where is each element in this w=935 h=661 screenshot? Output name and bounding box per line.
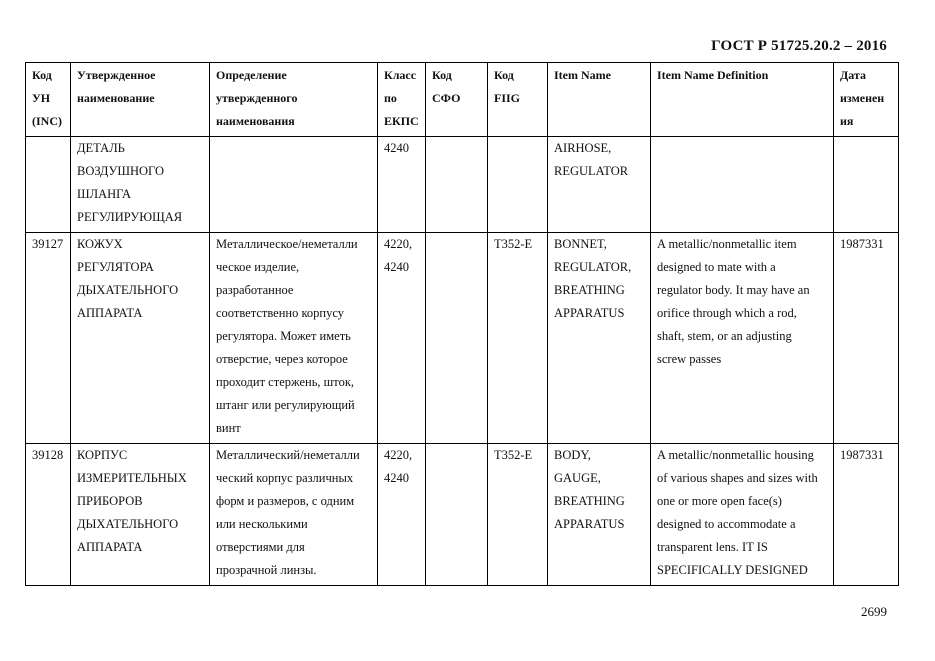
cell-fiig: T352-E xyxy=(488,233,548,444)
col-header-item-name: Item Name xyxy=(548,63,651,137)
cell-class: 4240 xyxy=(378,137,426,233)
document-standard-header: ГОСТ Р 51725.20.2 – 2016 xyxy=(711,38,887,54)
col-header-item-definition: Item Name Definition xyxy=(651,63,834,137)
cell-item-definition: A metallic/nonmetallic housing of various shapes and sizes with one or more open face(s) designed to accommodate a transparent lens. IT IS SPECIFICALLY DESIGNED xyxy=(651,444,834,586)
cell-definition xyxy=(210,137,378,233)
cell-item-definition: A metallic/nonmetallic item designed to mate with a regulator body. It may have an orifice through which a rod, shaft, stem, or an adjusting screw passes xyxy=(651,233,834,444)
cell-inc: 39128 xyxy=(26,444,71,586)
cell-definition: Металлическое/неметалли ческое изделие, разработанное соответственно корпусу регулятора. Может иметь отверстие, через которое проходит стержень, шток, штанг или регулирующий винт xyxy=(210,233,378,444)
table-row xyxy=(26,137,899,233)
cell-sfo xyxy=(426,233,488,444)
cell-fiig xyxy=(488,137,548,233)
cell-item-name: AIRHOSE, REGULATOR xyxy=(548,137,651,233)
cell-approved-name: КОЖУХ РЕГУЛЯТОРА ДЫХАТЕЛЬНОГО АППАРАТА xyxy=(71,233,210,444)
cell-date: 1987331 xyxy=(834,233,899,444)
catalog-table xyxy=(25,62,899,586)
cell-item-definition xyxy=(651,137,834,233)
col-header-sfo: Код СФО xyxy=(426,63,488,137)
cell-item-name: BONNET, REGULATOR, BREATHING APPARATUS xyxy=(548,233,651,444)
col-header-date: Дата изменен ия xyxy=(834,63,899,137)
cell-item-name: BODY, GAUGE, BREATHING APPARATUS xyxy=(548,444,651,586)
col-header-definition: Определение утвержденного наименования xyxy=(210,63,378,137)
col-header-class: Класс по ЕКПС xyxy=(378,63,426,137)
cell-definition: Металлический/неметалли ческий корпус различных форм и размеров, с одним или несколькими отверстиями для прозрачной линзы. xyxy=(210,444,378,586)
cell-inc xyxy=(26,137,71,233)
cell-sfo xyxy=(426,444,488,586)
cell-inc: 39127 xyxy=(26,233,71,444)
cell-class: 4220, 4240 xyxy=(378,233,426,444)
cell-date xyxy=(834,137,899,233)
cell-date: 1987331 xyxy=(834,444,899,586)
cell-class: 4220, 4240 xyxy=(378,444,426,586)
table-row xyxy=(26,233,899,444)
table-row xyxy=(26,444,899,586)
col-header-fiig: Код FIIG xyxy=(488,63,548,137)
cell-approved-name: КОРПУС ИЗМЕРИТЕЛЬНЫХ ПРИБОРОВ ДЫХАТЕЛЬНОГО АППАРАТА xyxy=(71,444,210,586)
cell-sfo xyxy=(426,137,488,233)
page-number: 2699 xyxy=(861,604,887,619)
col-header-approved-name: Утвержденное наименование xyxy=(71,63,210,137)
cell-approved-name: ДЕТАЛЬ ВОЗДУШНОГО ШЛАНГА РЕГУЛИРУЮЩАЯ xyxy=(71,137,210,233)
cell-fiig: T352-E xyxy=(488,444,548,586)
table-header-row xyxy=(26,63,899,137)
col-header-inc: Код УН (INC) xyxy=(26,63,71,137)
